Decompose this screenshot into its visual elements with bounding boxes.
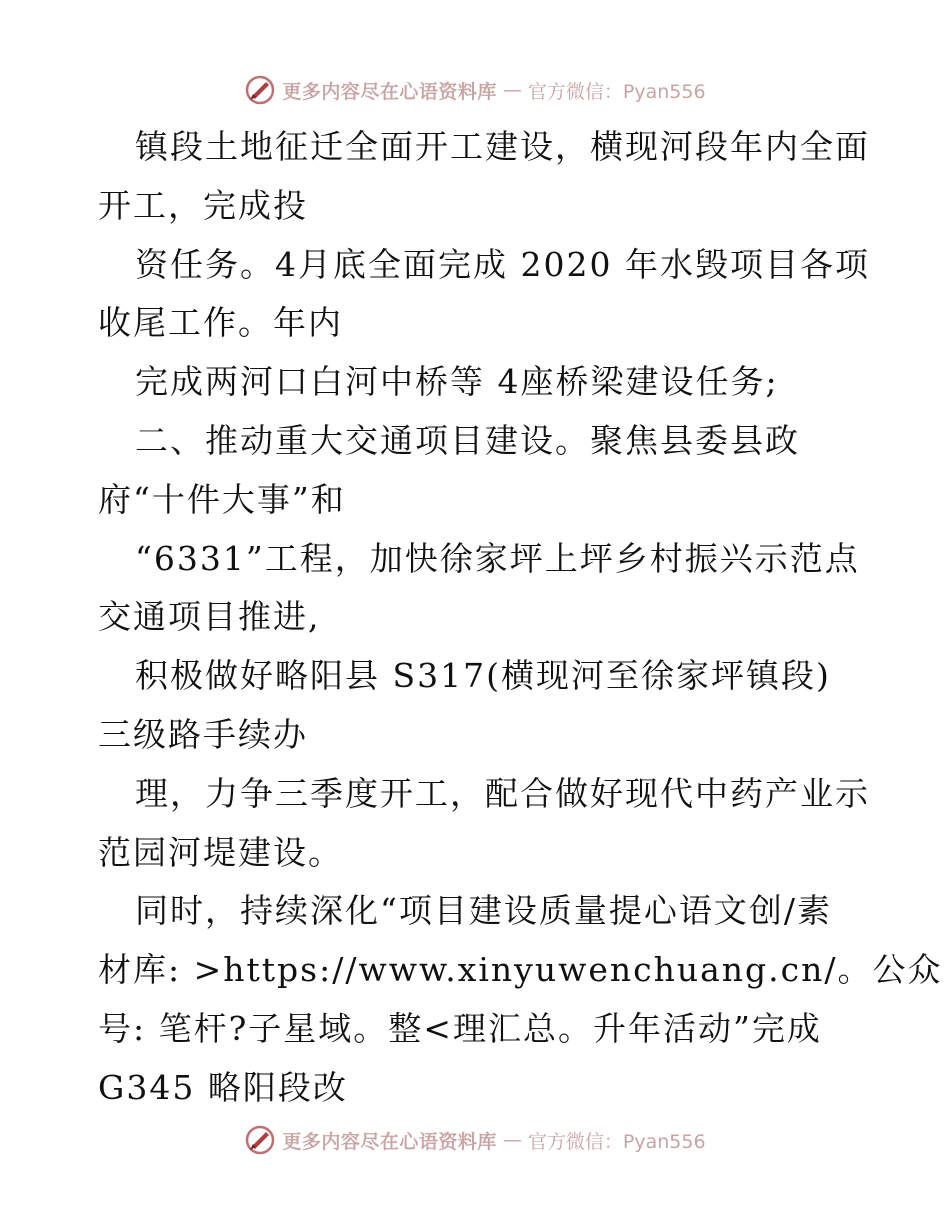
watermark-site-text: 更多内容尽在心语资料库 [282, 1130, 497, 1153]
text-line: 范园河堤建设。 [98, 832, 343, 872]
text-line: 理，力争三季度开工，配合做好现代中药产业示 [135, 773, 870, 813]
text-line: “6331”工程，加快徐家坪上坪乡村振兴示范点 [135, 538, 860, 578]
text-line: 完成两河口白河中桥等 4座桥梁建设任务; [135, 362, 779, 402]
text-line: 材库: >https://www.xinyuwenchuang.cn/。公众 [98, 950, 943, 990]
document-body [98, 118, 943, 1118]
quill-pen-icon [244, 74, 276, 106]
watermark-site-text: 更多内容尽在心语资料库 [282, 80, 497, 103]
header-watermark [0, 70, 950, 110]
text-line: 号: 笔杆?子星域。整<理汇总。升年活动”完成 [98, 1008, 822, 1048]
footer-watermark [0, 1120, 950, 1160]
watermark-contact: 官方微信：Pyan556 [527, 80, 706, 103]
text-line: 同时，持续深化“项目建设质量提心语文创/素 [135, 891, 832, 931]
text-line: 二、推动重大交通项目建设。聚焦县委县政 [135, 420, 800, 460]
text-line: 三级路手续办 [98, 714, 308, 754]
watermark-contact: 官方微信：Pyan556 [527, 1130, 706, 1153]
text-line: 镇段土地征迁全面开工建设，横现河段年内全面 [135, 127, 870, 166]
watermark-separator: — [502, 1129, 522, 1151]
text-line: 开工，完成投 [98, 185, 308, 225]
text-line: 资任务。4月底全面完成 2020 年水毁项目各项 [135, 244, 870, 284]
text-line: 积极做好略阳县 S317(横现河至徐家坪镇段) [135, 656, 831, 696]
text-line: G345 略阳段改 [98, 1067, 348, 1107]
watermark-separator: — [502, 79, 522, 101]
text-line: 交通项目推进, [98, 597, 321, 637]
quill-pen-icon [244, 1124, 276, 1156]
text-line: 府“十件大事”和 [98, 479, 346, 519]
text-line: 收尾工作。年内 [98, 303, 343, 343]
